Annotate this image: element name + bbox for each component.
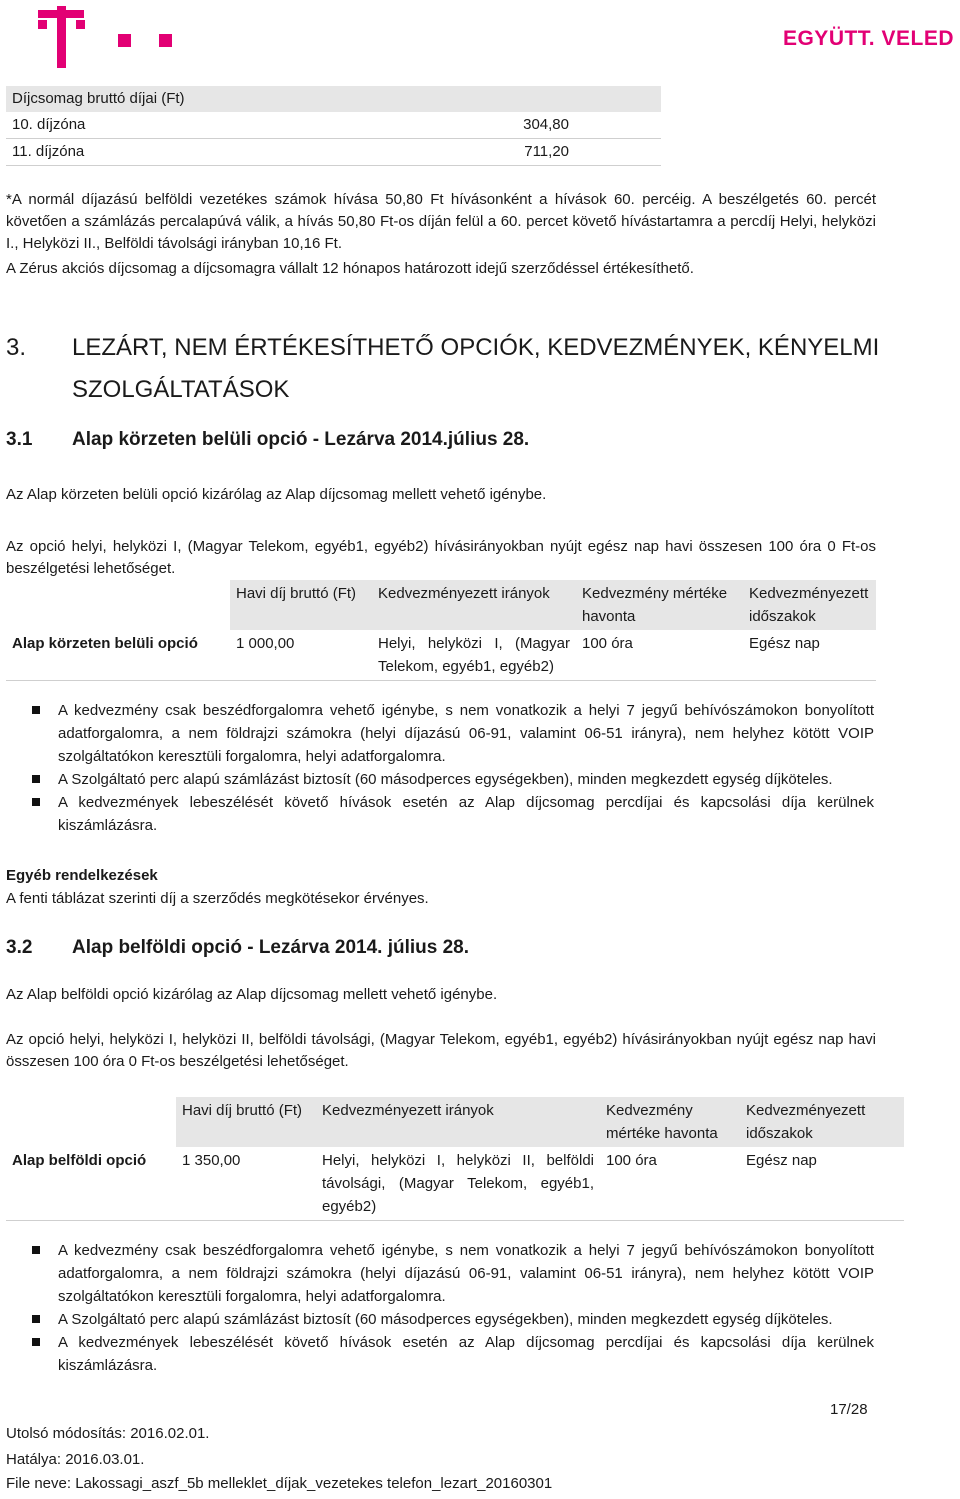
table-row — [6, 630, 876, 681]
list-item: A Szolgáltató perc alapú számlázást biztosít (60 másodperces egységekben), minden megkezdett egység díjköteles. — [32, 768, 874, 791]
section-number: 3. — [6, 334, 27, 361]
other-provisions-title: Egyéb rendelkezések — [6, 867, 158, 884]
section-number: 3.2 — [6, 937, 33, 958]
zone-cell: 11. díjzóna — [12, 143, 85, 160]
option-name: Alap körzeten belüli opció — [12, 635, 198, 652]
list-item: A Szolgáltató perc alapú számlázást biztosít (60 másodperces egységekben), minden megkezdett egység díjköteles. — [32, 1308, 874, 1331]
s31-para1: Az Alap körzeten belüli opció kizárólag az Alap díjcsomag mellett vehető igénybe. — [6, 486, 547, 503]
option-name: Alap belföldi opció — [12, 1152, 147, 1169]
header-amount: Kedvezmény mértéke havonta — [576, 580, 743, 630]
section-number: 3.1 — [6, 429, 33, 450]
s32-para2: Az opció helyi, helyközi I, helyközi II, belföldi távolsági, (Magyar Telekom, egyéb1, egyéb2) hívásirányokban nyújt egész nap havi összesen 100 óra 0 Ft-os beszélgetési lehetőséget. — [6, 1031, 876, 1070]
section-title: Alap belföldi opció - Lezárva 2014. július 28. — [72, 937, 470, 958]
section-3-heading — [6, 327, 879, 411]
section-title-line1: LEZÁRT, NEM ÉRTÉKESÍTHETŐ OPCIÓK, KEDVEZMÉNYEK, KÉNYELMI — [72, 334, 880, 361]
header-fee: Havi díj bruttó (Ft) — [230, 580, 372, 630]
value-cell: 304,80 — [523, 116, 569, 133]
s31-para2: Az opció helyi, helyközi I, (Magyar Telekom, egyéb1, egyéb2) hívásirányokban nyújt egész nap havi összesen 100 óra 0 Ft-os beszélgetési lehetőséget. — [6, 538, 876, 577]
option-amount: 100 óra — [582, 635, 633, 652]
header-amount: Kedvezmény mértéke havonta — [600, 1097, 740, 1147]
note-1: *A normál díjazású belföldi vezetékes számok hívása 50,80 Ft hívásonként a hívások 60. percéig. A beszélgetés 60. percét követően a számlázás percalapúvá válik, a hívás 50,80 Ft-os díján felül a 60. percet követő hívástartamra a percdíj Helyi, helyközi I., Helyközi II., Belföldi távolsági irányban 10,16 Ft. — [6, 191, 876, 252]
header-directions: Kedvezményezett irányok — [372, 580, 576, 630]
table-row — [6, 1147, 904, 1221]
header-fee: Havi díj bruttó (Ft) — [176, 1097, 316, 1147]
other-provisions-text: A fenti táblázat szerinti díj a szerződés megkötésekor érvényes. — [6, 890, 429, 907]
header-directions: Kedvezményezett irányok — [316, 1097, 600, 1147]
list-item: A kedvezmények lebeszélését követő hívások esetén az Alap díjcsomag percdíjai és kapcsolási díja kerülnek kiszámlázásra. — [32, 1331, 874, 1377]
header-period: Kedvezményezett időszakok — [743, 580, 876, 630]
section-title-line2: SZOLGÁLTATÁSOK — [72, 376, 290, 403]
telekom-logo — [38, 6, 178, 68]
section-title: Alap körzeten belüli opció - Lezárva 2014.július 28. — [72, 429, 530, 450]
list-item: A kedvezmények lebeszélését követő hívások esetén az Alap díjcsomag percdíjai és kapcsolási díja kerülnek kiszámlázásra. — [32, 791, 874, 837]
s31-bullet-list — [32, 699, 874, 837]
s32-para1: Az Alap belföldi opció kizárólag az Alap díjcsomag mellett vehető igénybe. — [6, 986, 498, 1003]
option-directions: Helyi, helyközi I, (Magyar Telekom, egyéb1, egyéb2) — [378, 635, 570, 675]
table-row — [6, 112, 661, 139]
option-amount: 100 óra — [606, 1152, 657, 1169]
section-3-1-heading — [6, 429, 529, 451]
effective-date: Hatálya: 2016.03.01. — [6, 1451, 145, 1468]
option-table-national — [6, 1097, 904, 1221]
s32-bullet-list — [32, 1239, 874, 1377]
table-header-row — [6, 1097, 904, 1147]
option-fee: 1 350,00 — [182, 1152, 241, 1169]
value-cell: 711,20 — [524, 143, 569, 160]
list-item: A kedvezmény csak beszédforgalomra vehető igénybe, s nem vonatkozik a helyi 7 jegyű behívószámokon bonyolított adatforgalomra, a nem földrajzi számokra (helyi díjazású 06-91, valamint 06-51 irányra), nem helyhez kötött VOIP szolgáltatókon keresztüli forgalomra, helyi adatforgalomra. — [32, 699, 874, 768]
last-modified: Utolsó módosítás: 2016.02.01. — [6, 1425, 210, 1442]
header-period: Kedvezményezett időszakok — [740, 1097, 904, 1147]
file-name: File neve: Lakossagi_aszf_5b melleklet_díjak_vezetekes telefon_lezart_20160301 — [6, 1475, 553, 1492]
note-2: A Zérus akciós díjcsomag a díjcsomagra vállalt 12 hónapos határozott idejű szerződéssel értékesíthető. — [6, 260, 694, 277]
list-item: A kedvezmény csak beszédforgalomra vehető igénybe, s nem vonatkozik a helyi 7 jegyű behívószámokon bonyolított adatforgalomra, a nem földrajzi számokra (helyi díjazású 06-91, valamint 06-51 irányra), nem helyhez kötött VOIP szolgáltatókon keresztüli forgalomra, helyi adatforgalomra. — [32, 1239, 874, 1308]
option-period: Egész nap — [746, 1152, 817, 1169]
page-number: 17/28 — [830, 1401, 868, 1418]
table-header-row — [6, 580, 876, 630]
fee-table-title: Díjcsomag bruttó díjai (Ft) — [6, 86, 661, 112]
table-row — [6, 139, 661, 166]
fee-table — [6, 86, 661, 166]
zone-cell: 10. díjzóna — [12, 116, 86, 133]
brand-slogan: EGYÜTT. VELED — [782, 27, 954, 50]
option-period: Egész nap — [749, 635, 820, 652]
option-directions: Helyi, helyközi I, helyközi II, belföldi távolsági, (Magyar Telekom, egyéb1, egyéb2) — [322, 1152, 594, 1215]
section-3-2-heading — [6, 937, 469, 959]
option-table-local — [6, 580, 876, 681]
option-fee: 1 000,00 — [236, 635, 295, 652]
